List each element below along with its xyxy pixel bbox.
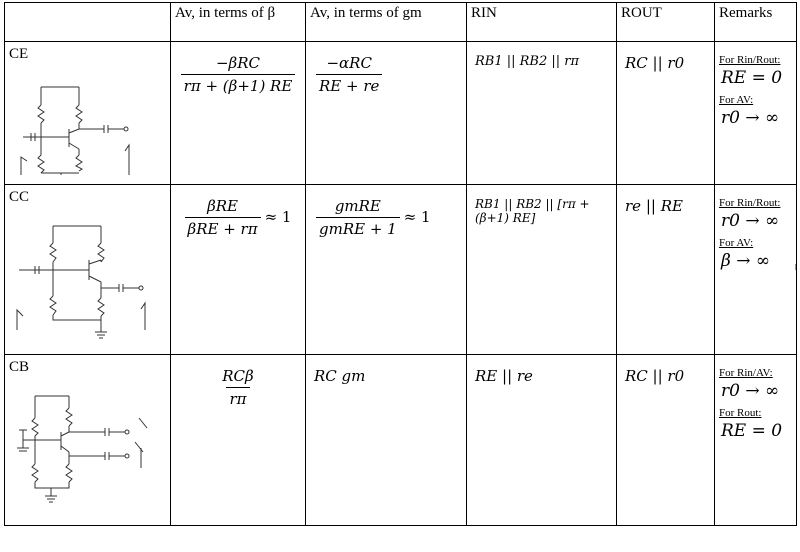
av-beta-numerator: −βRC xyxy=(215,54,260,72)
av-beta-numerator: βRE xyxy=(207,197,238,215)
remark-label: For Rin/AV: xyxy=(719,367,773,379)
av-beta-denominator: rπ + (β+1) RE xyxy=(181,74,296,95)
config-label: CC xyxy=(9,189,30,205)
remark-condition: RE = 0 xyxy=(721,421,783,441)
av-gm-fraction xyxy=(316,54,382,95)
av-beta-fraction xyxy=(181,54,296,95)
cc-circuit-diagram xyxy=(9,208,159,343)
config-cell xyxy=(5,185,171,355)
rin-expression: RB1 || RB2 || [rπ + (β+1) RE] xyxy=(475,197,590,225)
av-gm-cell xyxy=(306,185,467,355)
av-gm-denominator: gmRE + 1 xyxy=(316,217,400,238)
av-gm-denominator: RE + re xyxy=(316,74,382,95)
remarks-cell xyxy=(715,185,797,355)
approx-suffix: ≈ 1 xyxy=(403,207,431,226)
rout-expression: RC || r0 xyxy=(625,54,685,72)
ce-circuit-diagram xyxy=(9,65,144,175)
row-cc xyxy=(5,185,797,355)
remark-condition: RE = 0 xyxy=(721,68,783,88)
header-rin: RIN xyxy=(467,3,617,42)
remark-condition: r0 → ∞ xyxy=(721,211,780,231)
remarks-cell xyxy=(715,42,797,185)
config-cell xyxy=(5,355,171,526)
av-gm-cell xyxy=(306,42,467,185)
rout-cell xyxy=(617,185,715,355)
header-blank xyxy=(5,3,171,42)
av-gm-fraction xyxy=(316,197,400,238)
header-av-gm: Av, in terms of gm xyxy=(306,3,467,42)
av-beta-denominator: rπ xyxy=(226,387,249,408)
rout-expression: re || RE xyxy=(625,197,683,215)
header-av-beta: Av, in terms of β xyxy=(171,3,306,42)
av-gm-cell xyxy=(306,355,467,526)
av-gm-numerator: −αRC xyxy=(326,54,372,72)
rin-expression: RE || re xyxy=(475,367,533,385)
av-gm-numerator: gmRE xyxy=(334,197,381,215)
av-beta-fraction xyxy=(219,367,256,408)
remark-label: For Rout: xyxy=(719,407,762,419)
header-rout: ROUT xyxy=(617,3,715,42)
rin-cell xyxy=(467,42,617,185)
row-cb xyxy=(5,355,797,526)
remark-label: For AV: xyxy=(719,237,754,249)
rin-cell xyxy=(467,185,617,355)
remark-label: For Rin/Rout: xyxy=(719,54,781,66)
av-gm-expression: RC gm xyxy=(314,367,366,385)
row-ce xyxy=(5,42,797,185)
remarks-cell xyxy=(715,355,797,526)
rout-expression: RC || r0 xyxy=(625,367,685,385)
header-remarks: Remarks xyxy=(715,3,797,42)
av-beta-denominator: βRE + rπ xyxy=(185,217,261,238)
amplifier-comparison-table xyxy=(4,2,797,526)
cb-circuit-diagram xyxy=(9,378,159,513)
remark-condition: r0 → ∞ xyxy=(721,108,780,128)
approx-suffix: ≈ 1 xyxy=(264,207,292,226)
av-beta-cell xyxy=(171,185,306,355)
av-beta-cell xyxy=(171,42,306,185)
config-cell xyxy=(5,42,171,185)
config-label: CE xyxy=(9,46,29,62)
rout-cell xyxy=(617,355,715,526)
remark-condition: β → ∞ xyxy=(721,251,771,271)
av-beta-fraction xyxy=(185,197,261,238)
av-beta-cell xyxy=(171,355,306,526)
av-beta-numerator: RCβ xyxy=(222,367,254,385)
remark-condition: r0 → ∞ xyxy=(721,381,780,401)
resize-handle[interactable] xyxy=(795,264,800,270)
rout-cell xyxy=(617,42,715,185)
rin-expression: RB1 || RB2 || rπ xyxy=(475,54,580,69)
config-label: CB xyxy=(9,359,30,375)
remark-label: For AV: xyxy=(719,94,754,106)
rin-cell xyxy=(467,355,617,526)
remark-label: For Rin/Rout: xyxy=(719,197,781,209)
header-row xyxy=(5,3,797,42)
